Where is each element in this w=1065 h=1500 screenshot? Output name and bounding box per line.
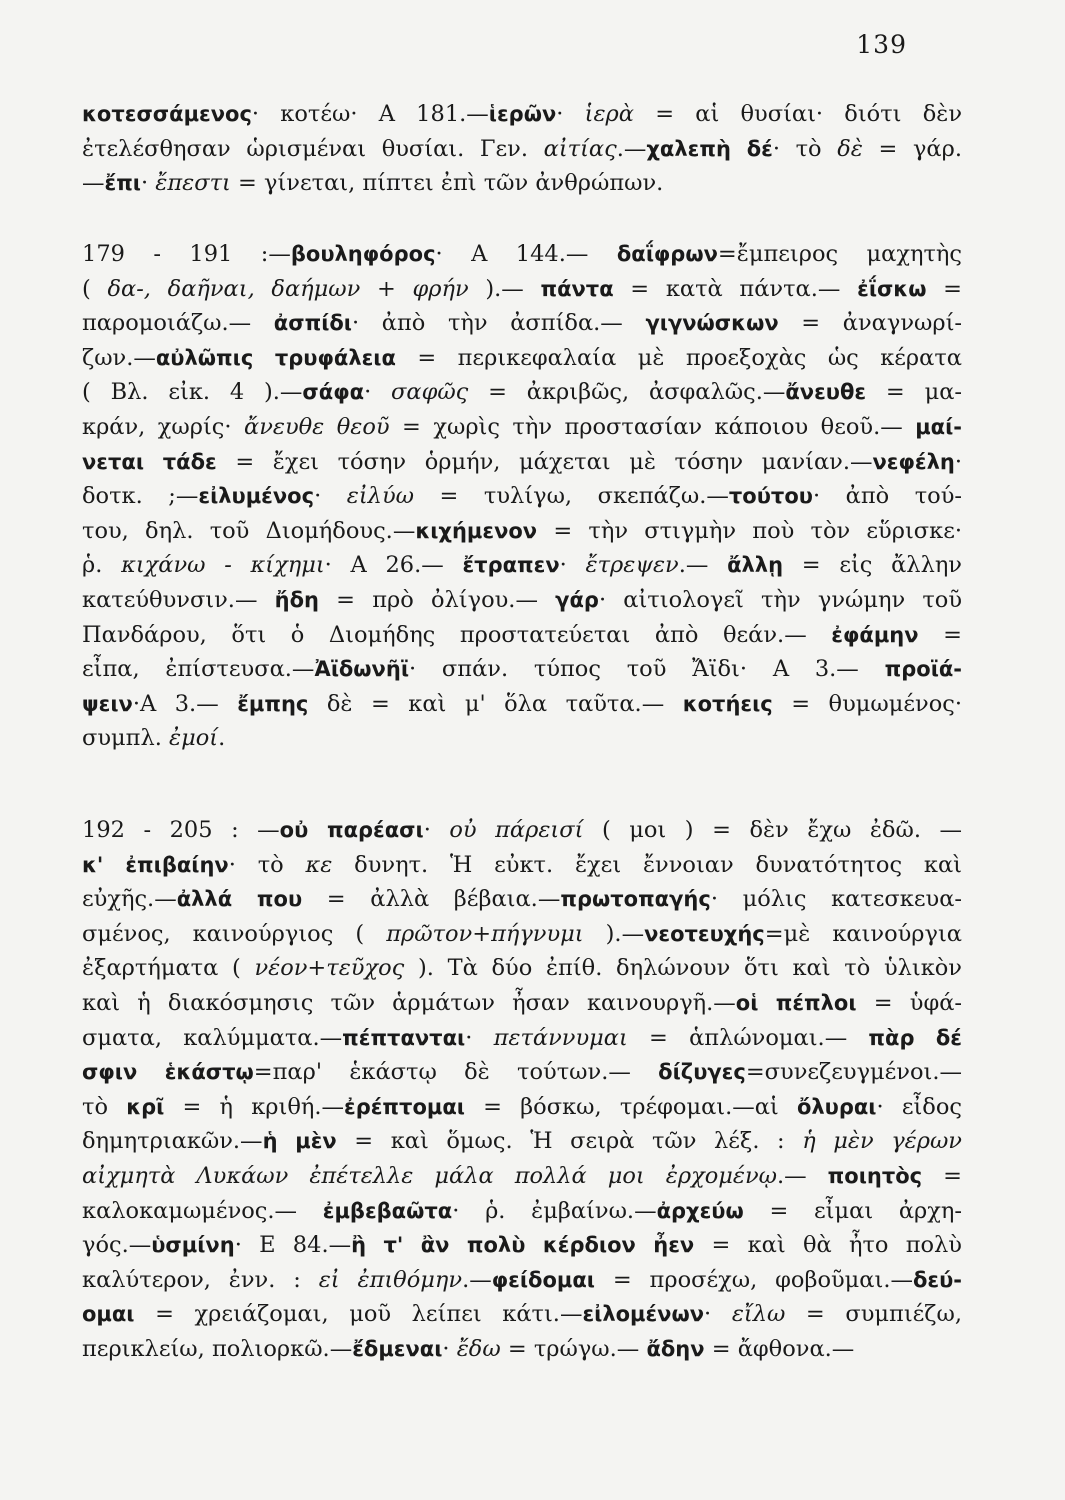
gloss-text: = ἀναγνωρί-	[778, 310, 962, 337]
lemma-term: ὑσμίνη	[151, 1233, 235, 1258]
gloss-text: = καὶ ὅμως. Ἡ σειρὰ τῶν λέξ. :	[336, 1128, 803, 1155]
lemma-term: νεται τάδε	[82, 449, 217, 474]
text-line	[82, 618, 962, 653]
lemma-term: πὰρ δέ	[868, 1025, 962, 1050]
gloss-text: = τὴν στιγμὴν ποὺ τὸν εὕρισκε·	[537, 517, 962, 544]
lemma-term: ἤδη	[274, 587, 319, 612]
gloss-text: καὶ ἡ διακόσμησις τῶν ἁρμάτων ἦσαν καινουργῆ.—	[82, 989, 736, 1016]
gloss-text: · κοτέω· Α 181.—	[251, 101, 489, 127]
italic-term: αἰτίας	[543, 135, 617, 162]
gloss-text: · ἀπὸ τού-	[812, 483, 962, 510]
lemma-term: δίζυγες	[658, 1060, 746, 1085]
lemma-term: δεύ-	[912, 1267, 962, 1292]
text-line	[82, 514, 962, 549]
gloss-text: ). Τὰ δύο ἐπίθ. δηλώνουν ὅτι καὶ τὸ ὑλικὸν	[404, 955, 962, 982]
gloss-text: —	[82, 170, 105, 197]
gloss-text: (	[82, 275, 108, 302]
lemma-term: μαί-	[915, 414, 962, 439]
italic-term: ἄνευθε θεοῦ	[244, 413, 390, 440]
gloss-text: =	[926, 275, 962, 302]
lemma-term: ἄνευθε	[785, 380, 867, 405]
gloss-text: =	[918, 621, 962, 648]
gloss-text: ·	[559, 552, 586, 579]
gloss-text: δημητριακῶν.—	[82, 1128, 263, 1155]
gloss-text: = τυλίγω, σκεπάζω.—	[413, 483, 729, 510]
gloss-text: ·	[556, 101, 585, 127]
lemma-term: οἱ πέπλοι	[735, 990, 857, 1015]
gloss-text: ζων.—	[82, 344, 156, 371]
text-line	[82, 410, 962, 445]
gloss-text: = περικεφαλαία μὲ προεξοχὰς ὡς κέρατα	[395, 344, 962, 371]
gloss-text: = προσέχω, φοβοῦμαι.—	[594, 1266, 913, 1293]
text-line	[82, 652, 962, 687]
italic-term: εἰ ἐπιθόμην	[318, 1266, 463, 1293]
gloss-text: κράν, χωρίς·	[82, 413, 245, 440]
commentary-block-179-191	[82, 237, 962, 756]
gloss-text: γός.—	[82, 1232, 152, 1259]
text-line	[82, 375, 962, 410]
italic-term: πρῶτον+πήγνυμι	[386, 920, 584, 947]
lemma-term: ἔπι	[104, 171, 141, 196]
commentary-block-1	[82, 97, 962, 201]
gloss-text: · Α 144.—	[435, 241, 617, 267]
gloss-text: = γάρ.	[862, 135, 962, 162]
text-line	[82, 1228, 962, 1263]
gloss-text: εἶπα, ἐπίστευσα.—	[82, 656, 315, 683]
gloss-text: = ἡ κριθή.—	[164, 1093, 345, 1120]
italic-term: ἡ μὲν γέρων	[802, 1128, 962, 1155]
gloss-text: τὸ	[82, 1093, 127, 1120]
text-line	[82, 1194, 962, 1229]
gloss-text: · μόλις κατεσκευα-	[710, 886, 962, 913]
lemma-term: δαΐφρων	[616, 242, 718, 266]
text-line	[82, 1332, 962, 1367]
text-line	[82, 986, 962, 1021]
lemma-term: σφιν ἑκάστῳ	[82, 1060, 254, 1085]
gloss-text: σμένος, καινούργιος (	[82, 920, 387, 947]
lemma-term: ἐφάμην	[831, 622, 919, 647]
gloss-text: 179 - 191 :—	[82, 241, 291, 267]
gloss-text: = βόσκω, τρέφομαι.—αἱ	[464, 1093, 797, 1120]
text-line	[82, 813, 962, 848]
lemma-term: ἔμπης	[237, 691, 309, 716]
gloss-text: = μα-	[866, 379, 962, 406]
gloss-text: ἐξαρτήματα (	[82, 955, 255, 982]
gloss-text: = εἰς ἄλλην	[783, 552, 962, 579]
text-line	[82, 97, 962, 132]
gloss-text: = χωρὶς τὴν προστασίαν κάποιου θεοῦ.—	[389, 413, 916, 440]
gloss-text: συμπλ.	[82, 725, 170, 752]
lemma-term: γάρ	[555, 587, 599, 612]
lemma-term: ἀλλά που	[176, 887, 303, 912]
gloss-text: .—	[678, 552, 728, 579]
italic-term: εἴλω	[731, 1301, 786, 1328]
gloss-text: κατεύθυνσιν.—	[82, 586, 275, 613]
text-line	[82, 237, 962, 272]
italic-term: σαφῶς	[391, 379, 469, 406]
gloss-text: ·	[364, 379, 392, 406]
gloss-text: .	[218, 725, 226, 752]
gloss-text: = ἔχει τόσην ὁρμήν, μάχεται μὲ τόσην μανίαν.—	[216, 448, 873, 475]
gloss-text: ·	[954, 448, 962, 475]
gloss-text: παρομοιάζω.—	[82, 310, 274, 337]
gloss-text: =μὲ καινούργια	[764, 920, 962, 947]
italic-term: ἔτρεψεν	[585, 552, 679, 579]
gloss-text: · τὸ	[228, 851, 306, 878]
gloss-text: = χρειάζομαι, μοῦ λείπει κάτι.—	[134, 1301, 583, 1328]
gloss-text: καλοκαμωμένος.—	[82, 1197, 323, 1224]
italic-term: κε	[305, 851, 333, 878]
lemma-term: εἰλυμένος	[198, 484, 315, 509]
text-line	[82, 548, 962, 583]
gloss-text: ἐτελέσθησαν ὡρισμέναι θυσίαι. Γεν.	[82, 135, 544, 162]
lemma-term: ψειν	[82, 691, 133, 716]
gloss-text: = ἄφθονα.—	[704, 1335, 855, 1362]
lemma-term: πάντα	[540, 276, 614, 301]
gloss-text: · σπάν. τύπος τοῦ Ἄϊδι· Α 3.—	[409, 656, 885, 683]
gloss-text: = συμπιέζω,	[785, 1301, 962, 1328]
gloss-text: ·	[465, 1024, 494, 1051]
gloss-text: ·	[442, 1335, 457, 1362]
gloss-text: ).—	[583, 920, 645, 947]
gloss-text: = ἁπλώνομαι.—	[627, 1024, 869, 1051]
lemma-term: βουληφόρος	[290, 242, 436, 266]
lemma-term: πρωτοπαγής	[560, 887, 711, 912]
lemma-term: οὐ παρέασι	[279, 818, 424, 842]
gloss-text: =παρ' ἑκάστῳ δὲ τούτων.—	[253, 1059, 659, 1086]
gloss-text: δυνητ. Ἡ εὐκτ. ἔχει ἔννοιαν δυνατότητος καὶ	[332, 851, 962, 878]
text-line	[82, 341, 962, 376]
gloss-text: Πανδάρου, ὅτι ὁ Διομήδης προστατεύεται ἀπὸ θεάν.—	[82, 621, 832, 648]
text-line	[82, 848, 962, 883]
lemma-term: ἐρέπτομαι	[344, 1094, 465, 1119]
gloss-text: · Α 26.—	[324, 552, 463, 579]
lemma-term: ἐμβεβαῶτα	[322, 1198, 453, 1223]
gloss-text: ῥ.	[82, 552, 122, 579]
lemma-term: κιχήμενον	[415, 518, 538, 543]
gloss-text: · τὸ	[772, 135, 838, 162]
gloss-text: · ἀπὸ τὴν ἀσπίδα.—	[351, 310, 646, 337]
lemma-term: κρῖ	[126, 1094, 165, 1119]
gloss-text: ·Α 3.—	[132, 690, 238, 717]
italic-term: δὲ	[837, 135, 863, 162]
italic-term: νέον+τεῦχος	[254, 955, 405, 982]
text-line	[82, 1021, 962, 1056]
text-line	[82, 687, 962, 722]
gloss-text: = ὑφά-	[856, 989, 962, 1016]
lemma-term: σάφα	[302, 380, 365, 405]
text-line	[82, 1263, 962, 1298]
italic-term: εἰλύω	[346, 483, 414, 510]
lemma-term: ἡ μὲν	[262, 1129, 337, 1154]
text-line	[82, 479, 962, 514]
gloss-text: .—	[616, 135, 647, 162]
gloss-text: δοτκ. ;—	[82, 483, 199, 510]
text-line	[82, 166, 962, 201]
gloss-text: · εἶδος	[876, 1093, 962, 1120]
gloss-text: = κατὰ πάντα.—	[613, 275, 858, 302]
text-line	[82, 721, 962, 756]
lemma-term: ἄδην	[646, 1336, 705, 1361]
gloss-text: του, δηλ. τοῦ Διομήδους.—	[82, 517, 416, 544]
italic-term: ἔδω	[456, 1335, 501, 1362]
gloss-text: δὲ = καὶ μ' ὅλα ταῦτα.—	[308, 690, 683, 717]
text-line	[82, 272, 962, 307]
gloss-text: =συνεζευγμένοι.—	[745, 1059, 962, 1086]
gloss-text: =	[922, 1162, 962, 1189]
italic-term: ἔπεστι	[155, 170, 231, 197]
italic-term: οὐ πάρεισί	[449, 817, 584, 843]
italic-term: δα-, δαῆναι, δαήμων + φρήν	[107, 275, 469, 302]
gloss-text: καλύτερον, ἐνν. :	[82, 1266, 319, 1293]
lemma-term: νεοτευχής	[644, 921, 765, 946]
gloss-text: = γίνεται, πίπτει ἐπὶ τῶν ἀνθρώπων.	[230, 170, 664, 197]
text-line	[82, 1055, 962, 1090]
gloss-text: ·	[140, 170, 156, 197]
gloss-text: · ῥ. ἐμβαίνω.—	[452, 1197, 657, 1224]
gloss-text: περικλείω, πολιορκῶ.—	[82, 1335, 353, 1362]
italic-term: ἱερὰ	[584, 101, 634, 127]
lemma-term: ἐΐσκω	[857, 276, 927, 301]
lemma-term: νεφέλη	[872, 449, 955, 474]
gloss-text: ( Βλ. εἰκ. 4 ).—	[82, 379, 303, 406]
text-line	[82, 1297, 962, 1332]
text-line	[82, 1124, 962, 1159]
gloss-text: 192 - 205 : —	[82, 817, 280, 843]
text-line	[82, 1090, 962, 1125]
gloss-text: = καὶ θὰ ἦτο πολὺ	[694, 1232, 962, 1259]
lemma-term: τούτου	[728, 484, 813, 509]
text-line	[82, 583, 962, 618]
italic-term: κιχάνω - κίχημι	[121, 552, 325, 579]
italic-term: ἐμοί	[169, 725, 219, 752]
lemma-term: Ἀϊδωνῆϊ	[314, 657, 409, 682]
lemma-term: ποιητὸς	[827, 1163, 923, 1188]
gloss-text: =ἔμπειρος μαχητὴς	[717, 241, 962, 267]
gloss-text: εὐχῆς.—	[82, 886, 177, 913]
text-line	[82, 951, 962, 986]
page-number: 139	[856, 30, 907, 59]
gloss-text: · Ε 84.—	[234, 1232, 352, 1259]
text-line	[82, 917, 962, 952]
text-line	[82, 132, 962, 167]
gloss-text: = εἶμαι ἀρχη-	[743, 1197, 962, 1224]
gloss-text: = ἀκριβῶς, ἀσφαλῶς.—	[468, 379, 786, 406]
lemma-term: ἔτραπεν	[462, 553, 560, 578]
lemma-term: ἢ τ' ἂν πολὺ κέρδιον ἦεν	[351, 1233, 695, 1258]
gloss-text: ·	[423, 817, 450, 843]
lemma-term: πέπτανται	[342, 1025, 466, 1050]
italic-term: πετάννυμαι	[493, 1024, 628, 1051]
gloss-text: · αἰτιολογεῖ τὴν γνώμην τοῦ	[598, 586, 962, 613]
lemma-term: ἔδμεναι	[352, 1336, 443, 1361]
lemma-term: γιγνώσκων	[645, 311, 779, 336]
gloss-text: .—	[462, 1266, 492, 1293]
gloss-text: ·	[314, 483, 347, 510]
gloss-text: = θυμωμένος·	[772, 690, 962, 717]
lemma-term: εἰλομένων	[582, 1302, 705, 1327]
lemma-term: κοτεσσάμενος	[82, 102, 252, 126]
lemma-term: προϊά-	[884, 657, 962, 682]
lemma-term: ἱερῶν	[488, 102, 557, 126]
gloss-text: ( μοι ) = δὲν ἔχω ἐδῶ. —	[583, 817, 962, 843]
gloss-text: ·	[704, 1301, 732, 1328]
gloss-text: σματα, καλύμματα.—	[82, 1024, 343, 1051]
lemma-term: φείδομαι	[491, 1267, 595, 1292]
gloss-text: = τρώγω.—	[500, 1335, 647, 1362]
lemma-term: ἀρχεύω	[656, 1198, 744, 1223]
lemma-term: αὐλῶπις τρυφάλεια	[155, 345, 396, 370]
gloss-text: .—	[776, 1162, 828, 1189]
lemma-term: κοτήεις	[682, 691, 773, 716]
italic-term: αἰχμητὰ Λυκάων ἐπέτελλε μάλα πολλά μοι ἐρχομένῳ	[82, 1162, 777, 1189]
lemma-term: χαλεπὴ δέ	[646, 136, 773, 161]
lemma-term: ἄλλῃ	[727, 553, 784, 578]
lemma-term: ἀσπίδι	[273, 311, 352, 336]
text-line	[82, 445, 962, 480]
commentary-block-192-205	[82, 813, 962, 1367]
text-line	[82, 882, 962, 917]
gloss-text: = ἀλλὰ βέβαια.—	[302, 886, 561, 913]
gloss-text: = αἱ θυσίαι· διότι δὲν	[633, 101, 962, 127]
text-line	[82, 306, 962, 341]
text-line	[82, 1159, 962, 1194]
gloss-text: ).—	[468, 275, 541, 302]
lemma-term: κ' ἐπιβαίην	[82, 852, 229, 877]
lemma-term: ομαι	[82, 1302, 135, 1327]
gloss-text: = πρὸ ὀλίγου.—	[318, 586, 556, 613]
lemma-term: ὄλυραι	[796, 1094, 877, 1119]
